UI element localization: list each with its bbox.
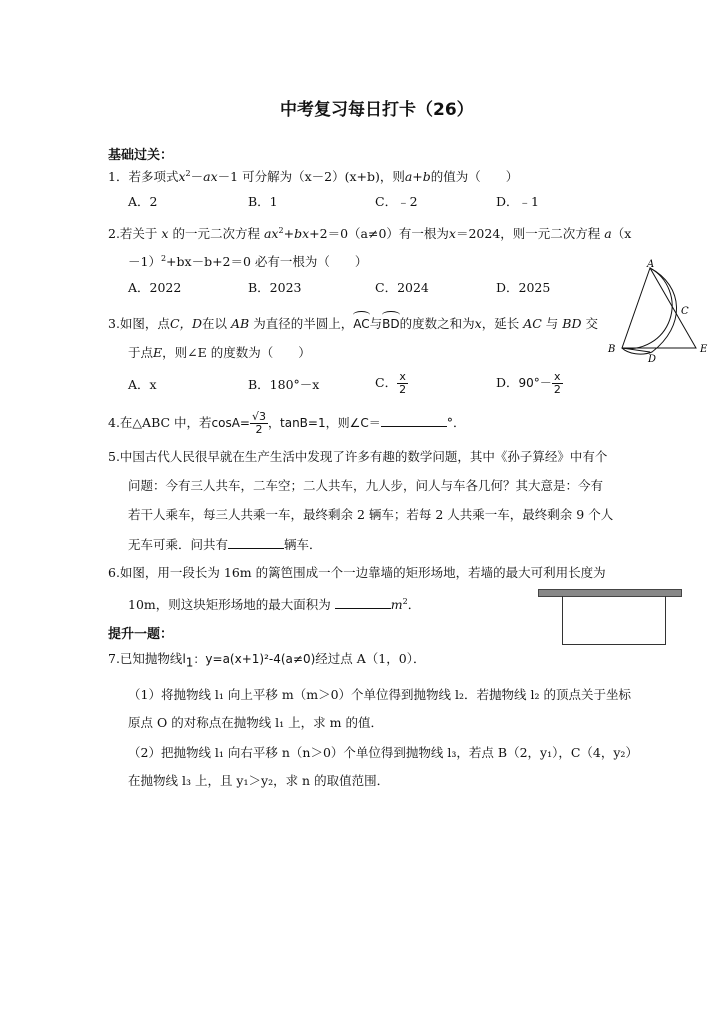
question-6-line-1: 6.如图，用一段长为 16m 的篱笆围成一个一边靠墙的矩形场地，若墙的最大可利用长度为	[108, 565, 606, 580]
question-3-option-a: A．x	[128, 377, 157, 392]
question-5-answer-blank[interactable]	[228, 536, 284, 549]
question-5-line-2: 问题：今有三人共车，二车空；二人共车，九人步，问人与车各几何？其大意是：今有	[128, 478, 604, 493]
question-1-option-d: D．﹣1	[496, 194, 539, 209]
question-7-part-2-line-1: （2）把抛物线 l₁ 向右平移 n（n＞0）个单位得到抛物线 l₃，若点 B（2，y₁），C（4，y₂）	[128, 745, 638, 760]
question-6-answer-blank[interactable]	[335, 596, 391, 609]
page-title: 中考复习每日打卡（26）	[280, 100, 474, 120]
question-1-stem: 1．若多项式$x^2-ax-1$ 可分解为（x－2）(x+b)，则a+b的值为（ ）	[108, 169, 519, 185]
question-1-option-a: A．2	[128, 194, 158, 209]
section-heading-advanced: 提升一题：	[108, 627, 174, 642]
question-2-option-c: C．2024	[375, 280, 429, 295]
question-5-line-1: 5.中国古代人民很早就在生产生活中发现了许多有趣的数学问题，其中《孙子算经》中有个	[108, 449, 608, 464]
label-c: C	[681, 306, 689, 317]
question-4: 4.在△ABC 中，若cosA= $\frac{√3}{2}$ ，tanB=1，则∠C＝ °．	[108, 410, 466, 436]
semicircle-arc-right	[622, 268, 677, 354]
question-1-option-b: B．1	[248, 194, 278, 209]
label-a: A	[647, 259, 655, 270]
question-2-option-d: D．2025	[496, 280, 551, 295]
question-3-line-2: 于点E，则∠E 的度数为（ ）	[128, 345, 311, 360]
question-3-option-b: B．180°－x	[248, 377, 320, 392]
question-2-option-b: B．2023	[248, 280, 302, 295]
question-2-line-1: 2.若关于 x 的一元二次方程 $ax^2+bx+2=0(a\ne 0)$有一根为x＝2024，则一元二次方程 a（x	[108, 226, 632, 242]
label-d: D	[648, 354, 657, 365]
question-7-part-1-line-1: （1）将抛物线 l₁ 向上平移 m（m＞0）个单位得到抛物线 l₂．若抛物线 l₂ 的顶点关于坐标	[128, 687, 631, 702]
question-7-part-2-line-2: 在抛物线 l₃ 上，且 y₁＞y₂，求 n 的取值范围．	[128, 773, 390, 788]
section-heading-basic: 基础过关：	[108, 148, 174, 163]
question-3-option-d: D．90°－ $\frac{x}{2}$	[496, 370, 561, 396]
question-5-line-3: 若干人乘车，每三人共乘一车，最终剩余 2 辆车；若每 2 人共乘一车，最终剩余 9 个人	[128, 507, 614, 522]
question-1-option-c: C．﹣2	[375, 194, 418, 209]
question-4-answer-blank[interactable]	[381, 414, 447, 427]
label-e: E	[700, 344, 708, 355]
question-5-line-4: 无车可乘．问共有 辆车．	[128, 537, 322, 552]
label-b: B	[608, 344, 616, 355]
semicircle-arc	[622, 268, 672, 349]
fence-rectangle-figure	[562, 596, 666, 645]
question-2-line-2: －1）$^2$+bx－b+2＝0 必有一根为（ ）	[128, 254, 368, 270]
triangle-semicircle-figure	[604, 256, 714, 366]
question-3-option-c: C． $\frac{x}{2}$	[375, 370, 407, 396]
question-2-option-a: A．2022	[128, 280, 182, 295]
question-6-line-2: 10m，则这块矩形场地的最大面积为 $m^2$．	[128, 597, 421, 613]
question-3-line-1: 3.如图，点C，D在以 AB 为直径的半圆上，AC与BD的度数之和为x，延长 AC 与 BD 交	[108, 316, 599, 331]
question-7-stem: 7.已知抛物线$l_1$：y=a(x+1)²-4(a≠0)经过点 A（1，0）．	[108, 651, 426, 670]
question-7-part-1-line-2: 原点 O 的对称点在抛物线 l₁ 上，求 m 的值．	[128, 715, 383, 730]
